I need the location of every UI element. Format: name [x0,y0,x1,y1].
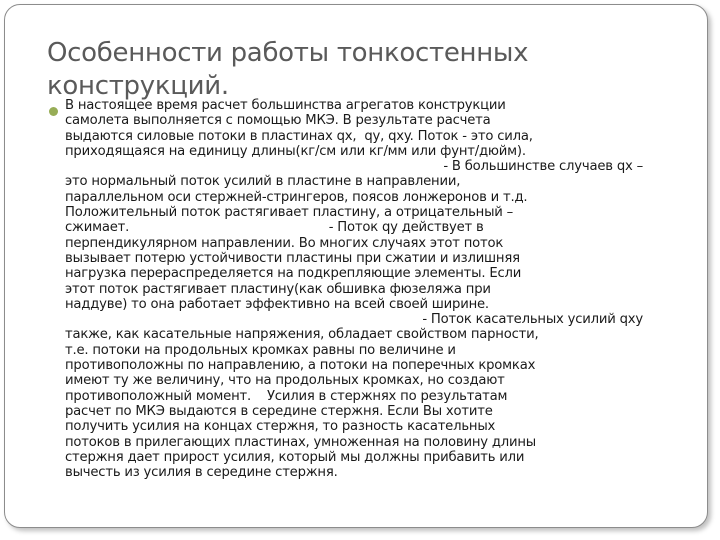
body-line: вызывает потерю устойчивости пластины при сжатии и излишняя [65,250,520,266]
body-line: В настоящее время расчет большинства агрегатов конструкции [65,98,506,113]
body-line: также, как касательные напряжения, обладает свойством парности, [65,327,539,343]
body-line: наддуве) то она работает эффективно на всей своей ширине. [65,296,489,312]
body-line: - Поток касательных усилий qxy [422,312,643,328]
body-line: стержня дает прирост усилия, который мы должны прибавить или [65,449,525,465]
body-line: выдаются силовые потоки в пластинах qx, qy, qxy. Поток - это сила, [65,128,533,144]
body-line: имеют ту же величину, что на продольных кромках, но создают [65,373,505,389]
body-line: это нормальный поток усилий в пластине в направлении, [65,174,461,190]
body-line: нагрузка перераспределяется на подкрепляющие элементы. Если [65,266,522,282]
slide-body-text [65,98,687,480]
body-line: перпендикулярном направлении. Во многих случаях этот поток [65,235,504,251]
slide-title: Особенности работы тонкостенных конструкций. [47,38,529,101]
body-line: противоположны по направлению, а потоки на поперечных кромках [65,358,536,374]
body-line: получить усилия на концах стержня, то разность касательных [65,419,496,435]
slide-frame [4,4,708,528]
body-line: т.е. потоки на продольных кромках равны по величине и [65,342,456,358]
body-line: параллельном оси стержней-стрингеров, поясов лонжеронов и т.д. [65,189,528,205]
body-line: - В большинстве случаев qx – [443,159,643,175]
bullet-dot-icon [49,107,58,116]
body-line: противоположный момент. Усилия в стержнях по результатам [65,388,508,404]
body-line: Положительный поток растягивает пластину, а отрицательный – [65,205,514,221]
body-line: расчет по МКЭ выдаются в середине стержня. Если Вы хотите [65,403,493,419]
body-line: потоков в прилегающих пластинах, умноженная на половину длины [65,434,537,450]
body-line: сжимает. - Поток qy действует в [65,220,484,236]
body-line: этот поток растягивает пластину(как обшивка фюзеляжа при [65,281,491,297]
body-line: приходящаяся на единицу длины(кг/см или кг/мм или фунт/дюйм). [65,143,526,159]
body-line: вычесть из усилия в середине стержня. [65,465,338,481]
body-line: самолета выполняется с помощью МКЭ. В результате расчета [65,113,491,129]
